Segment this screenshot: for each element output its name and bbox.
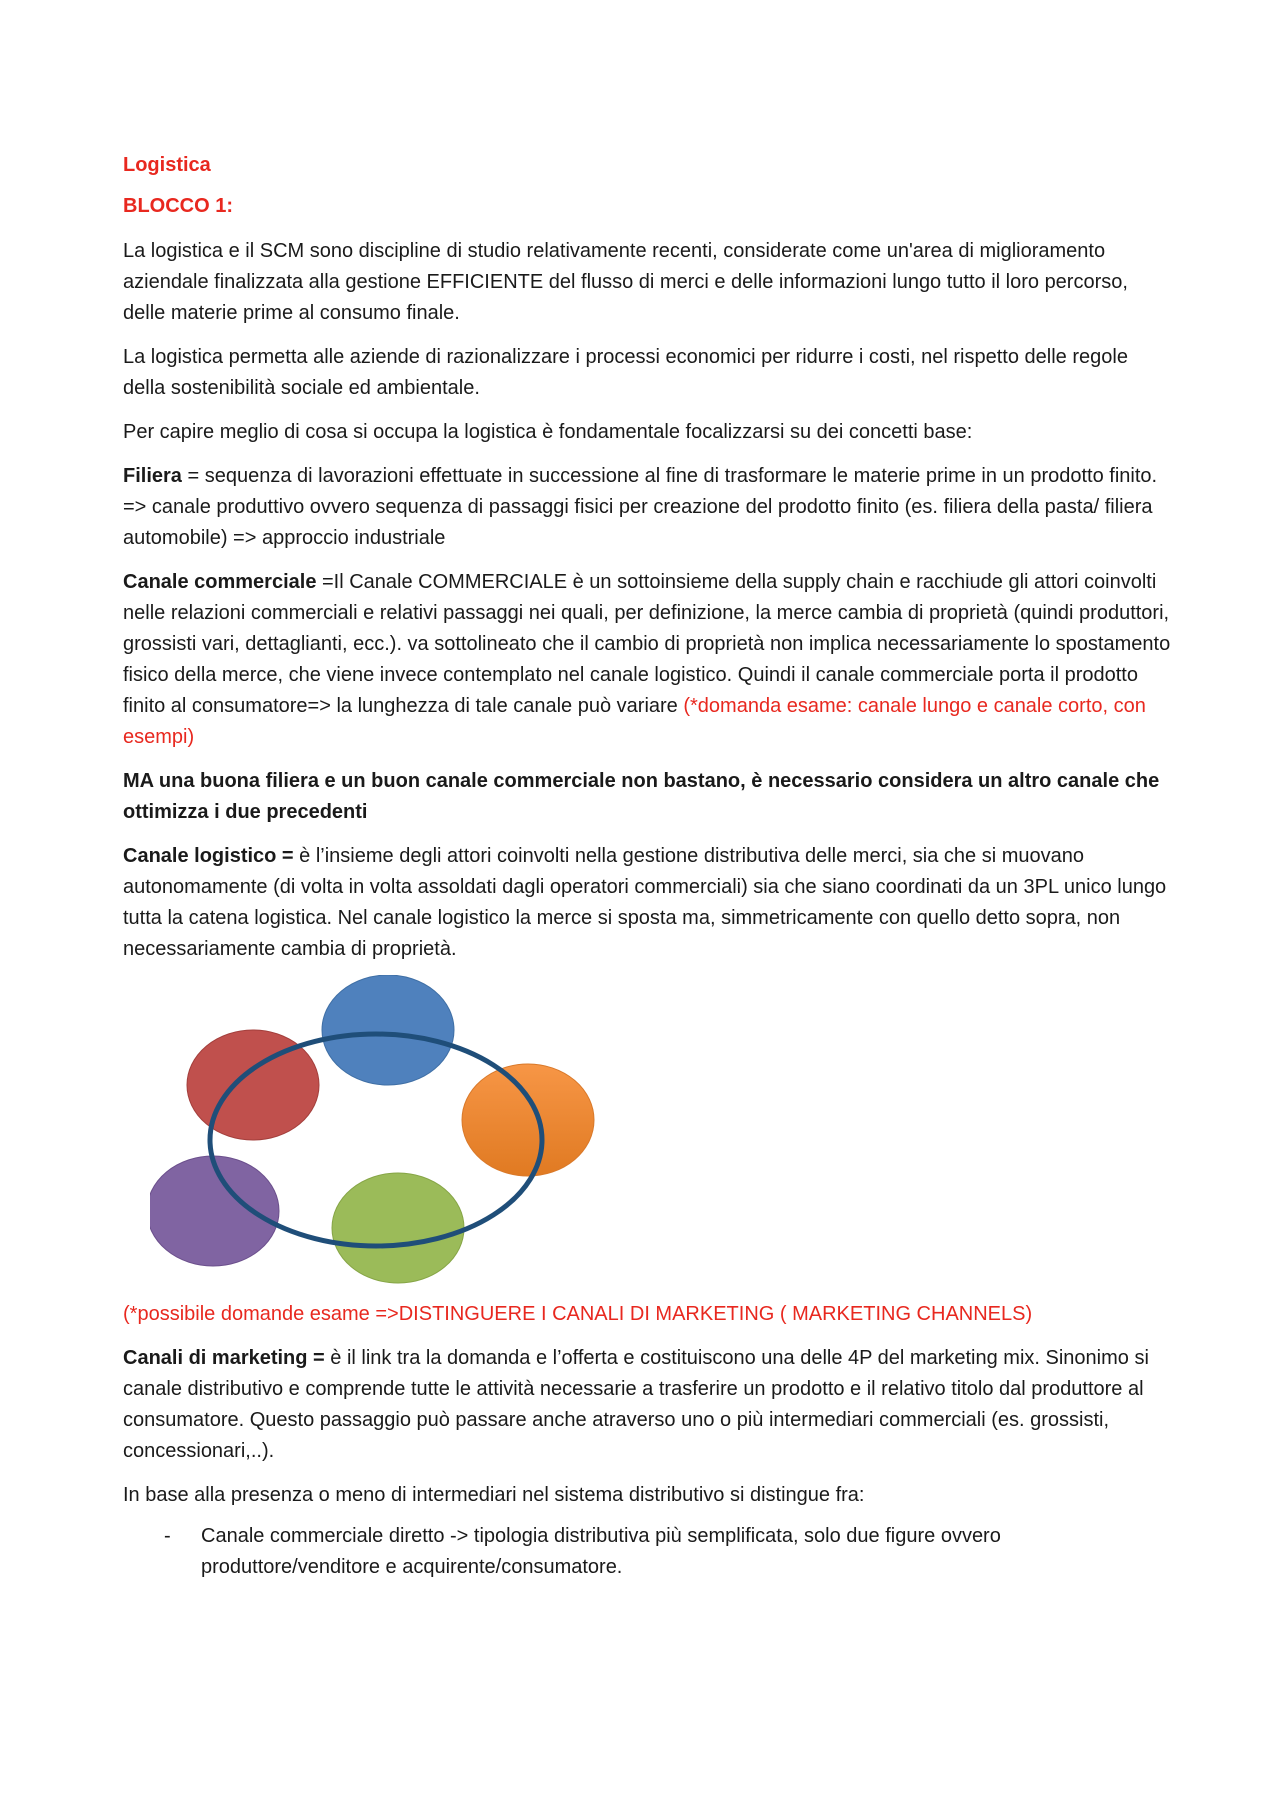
- list-item: [123, 1521, 1173, 1583]
- section-heading: BLOCCO 1:: [123, 195, 233, 217]
- filiera-term: Filiera: [123, 465, 182, 487]
- blue-circle: [322, 975, 454, 1085]
- canali-marketing-paragraph: [123, 1343, 1173, 1467]
- distinction-intro: In base alla presenza o meno di intermediari nel sistema distributivo si distingue fra:: [123, 1484, 865, 1506]
- canale-logistico-paragraph: [123, 841, 1173, 965]
- channel-list: [123, 1521, 1173, 1583]
- canale-logistico-text: è l’insieme degli attori coinvolti nella gestione distributiva delle merci, sia che si muovano autonomamente (di volta in volta assoldati dagli operatori commerciali) sia che siano coordinati da un 3PL unico lungo tutta la catena logistica. Nel canale logistico la merce si sposta ma, simmetricamente con quello detto sopra, non necessariamente cambia di proprietà.: [123, 845, 1167, 960]
- exam-note-marketing: (*possibile domande esame =>DISTINGUERE I CANALI DI MARKETING ( MARKETING CHANNELS): [123, 1303, 1033, 1325]
- orange-circle: [462, 1064, 594, 1176]
- emphasis-paragraph: MA una buona filiera e un buon canale commerciale non bastano, è necessario considera un altro canale che ottimizza i due precedenti: [123, 770, 1160, 823]
- green-circle: [332, 1173, 464, 1283]
- document-page: [123, 150, 1173, 1583]
- cycle-diagram: [150, 975, 630, 1285]
- list-item-text: Canale commerciale diretto -> tipologia distributiva più semplificata, solo due figure ovvero produttore/venditore e acquirente/consumatore.: [201, 1525, 1001, 1578]
- filiera-text: = sequenza di lavorazioni effettuate in successione al fine di trasformare le materie prime in un prodotto finito. => canale produttivo ovvero sequenza di passaggi fisici per creazione del prodotto finito (es. filiera della pasta/ filiera automobile) => approccio industriale: [123, 465, 1158, 549]
- list-bullet: -: [164, 1525, 171, 1547]
- canale-commerciale-text: =Il Canale COMMERCIALE è un sottoinsieme della supply chain e racchiude gli attori coinvolti nelle relazioni commerciali e relativi passaggi nei quali, per definizione, la merce cambia di proprietà (quindi produttori, grossisti vari, dettaglianti, ecc.). va sottolineato che il cambio di proprietà non implica necessariamente lo spostamento fisico della merce, che viene invece contemplato nel canale logistico. Quindi il canale commerciale porta il prodotto finito al consumatore=> la lunghezza di tale canale può variare: [123, 571, 1171, 717]
- document-title: Logistica: [123, 154, 211, 176]
- intro-paragraph-2: La logistica permetta alle aziende di razionalizzare i processi economici per ridurre i costi, nel rispetto delle regole della sostenibilità sociale ed ambientale.: [123, 346, 1128, 399]
- exam-question-note: (*domanda esame: canale lungo e canale corto, con esempi): [123, 695, 1146, 748]
- canale-logistico-term: Canale logistico =: [123, 845, 300, 867]
- canale-commerciale-term: Canale commerciale: [123, 571, 317, 593]
- canali-marketing-term: Canali di marketing =: [123, 1347, 331, 1369]
- intro-paragraph-1: La logistica e il SCM sono discipline di studio relativamente recenti, considerate come un'area di miglioramento aziendale finalizzata alla gestione EFFICIENTE del flusso di merci e delle informazioni lungo tutto il loro percorso, delle materie prime al consumo finale.: [123, 240, 1128, 324]
- purple-circle: [150, 1156, 279, 1266]
- intro-paragraph-3: Per capire meglio di cosa si occupa la logistica è fondamentale focalizzarsi su dei concetti base:: [123, 421, 973, 443]
- canali-marketing-text: è il link tra la domanda e l’offerta e costituiscono una delle 4P del marketing mix. Sinonimo si canale distributivo e comprende tutte le attività necessarie a trasferire un prodotto e il relativo titolo dal produttore al consumatore. Questo passaggio può passare anche atraverso uno o più intermediari commerciali (es. grossisti, concessionari,..).: [123, 1347, 1149, 1462]
- canale-commerciale-paragraph: [123, 567, 1173, 753]
- filiera-paragraph: [123, 461, 1173, 554]
